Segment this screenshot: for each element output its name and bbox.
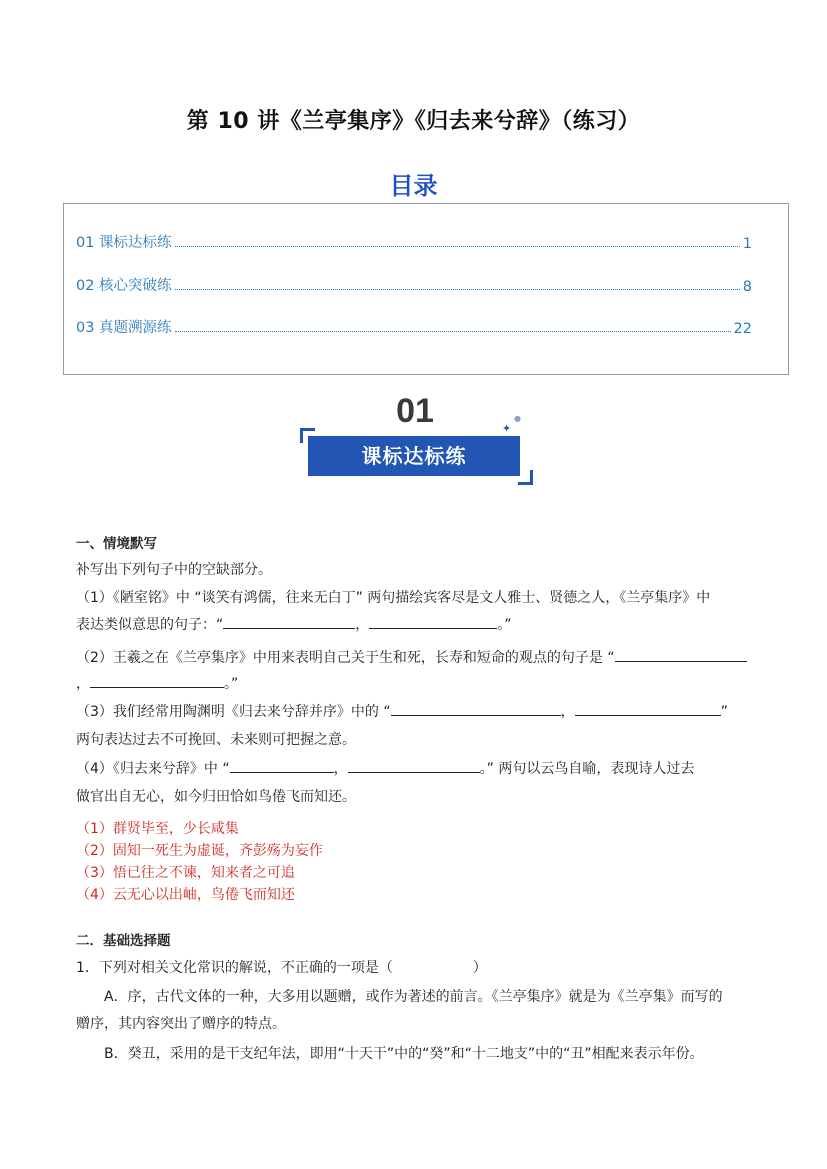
corner-bracket-decoration <box>518 470 533 485</box>
section-badge <box>296 392 534 488</box>
question-4-line1: （4）《归去来兮辞》中 “ ， 。” 两句以云鸟自喻，表现诗人过去 <box>76 758 753 780</box>
section-title: 课标达标练 <box>308 436 520 476</box>
question-2-line2: ， 。” <box>76 673 753 695</box>
option-b: B．癸丑，采用的是干支纪年法，即用“十天干”中的“癸”和“十二地支”中的“丑”相配来表示年份。 <box>104 1046 704 1062</box>
toc-item-page: 1 <box>742 236 752 252</box>
question-1-line1: （1）《陋室铭》中 “谈笑有鸿儒，往来无白丁” 两句描绘宾客尽是文人雅士、贤德之人，《兰亭集序》中 <box>76 590 711 606</box>
question-2-line1: （2）王羲之在《兰亭集序》中用来表明自己关于生和死，长寿和短命的观点的句子是 “ <box>76 647 753 669</box>
answer-blank[interactable] <box>369 614 497 629</box>
question-4-line2: 做官出自无心，如今归田恰如鸟倦飞而知还。 <box>76 789 356 805</box>
dot-icon: ● <box>514 414 521 423</box>
choice-question-1: 1．下列对相关文化常识的解说，不正确的一项是（ ） <box>76 960 487 976</box>
answer-1: （1）群贤毕至，少长咸集 <box>76 821 239 837</box>
answer-blank[interactable] <box>391 701 561 716</box>
option-a-line2: 赠序，其内容突出了赠序的特点。 <box>76 1016 286 1032</box>
toc-item-label: 03 真题溯源练 <box>76 320 172 336</box>
toc-heading: 目录 <box>389 172 438 200</box>
table-of-contents <box>63 203 789 375</box>
answer-blank[interactable] <box>615 647 747 662</box>
option-a-line1: A．序，古代文体的一种，大多用以题赠，或作为著述的前言。《兰亭集序》就是为《兰亭集》而写的 <box>104 989 723 1005</box>
part2-heading: 二．基础选择题 <box>76 933 171 949</box>
section-number: 01 <box>396 392 434 430</box>
toc-item[interactable] <box>76 315 752 337</box>
question-3-line1: （3）我们经常用陶渊明《归去来兮辞并序》中的 “ ， ” <box>76 701 753 723</box>
sparkle-icon: ✦ <box>502 422 512 435</box>
answer-4: （4）云无心以出岫，鸟倦飞而知还 <box>76 887 295 903</box>
leader-dots <box>175 246 740 247</box>
toc-item[interactable] <box>76 230 752 252</box>
answer-2: （2）固知一死生为虚诞，齐彭殇为妄作 <box>76 843 323 859</box>
question-1-line2: 表达类似意思的句子：“ ， 。” <box>76 614 753 636</box>
answer-blank[interactable] <box>90 673 224 688</box>
answer-blank[interactable] <box>230 758 334 773</box>
answer-blank[interactable] <box>223 614 355 629</box>
answer-blank[interactable] <box>575 701 721 716</box>
leader-dots <box>175 289 740 290</box>
toc-item-page: 8 <box>742 279 752 295</box>
answer-3: （3）悟已往之不谏，知来者之可追 <box>76 865 295 881</box>
part1-intro: 补写出下列句子中的空缺部分。 <box>76 562 272 578</box>
part1-heading: 一、情境默写 <box>76 536 157 552</box>
answer-blank[interactable] <box>348 758 480 773</box>
toc-item-page: 22 <box>733 321 752 337</box>
toc-item[interactable] <box>76 273 752 295</box>
toc-item-label: 02 核心突破练 <box>76 278 172 294</box>
leader-dots <box>175 331 731 332</box>
page-title: 第 10 讲《兰亭集序》《归去来兮辞》（练习） <box>186 109 641 134</box>
question-3-line2: 两句表达过去不可挽回、未来则可把握之意。 <box>76 732 356 748</box>
toc-item-label: 01 课标达标练 <box>76 235 172 251</box>
